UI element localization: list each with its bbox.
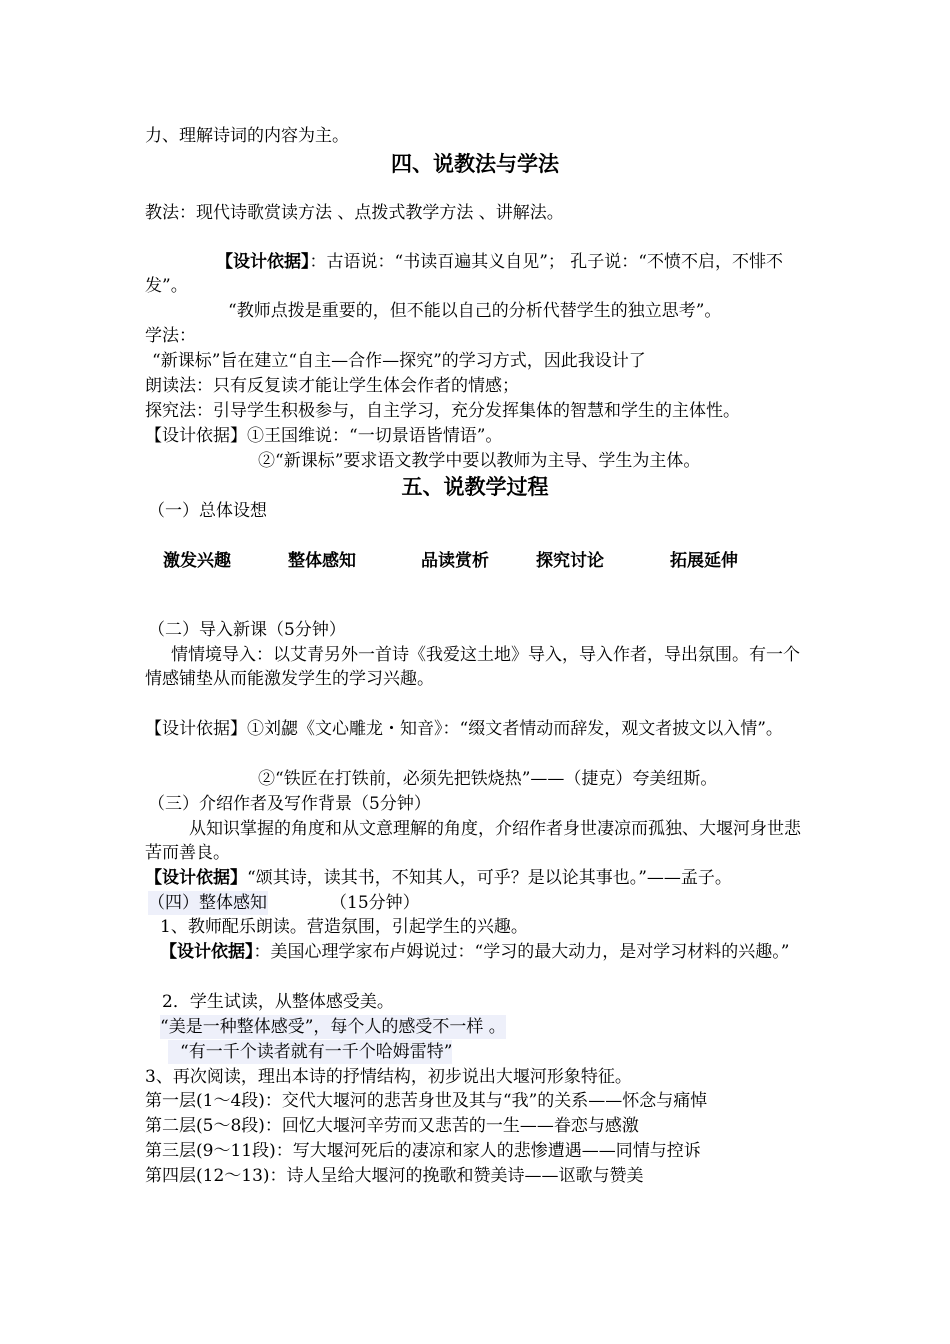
teacher-quote: “教师点拨是重要的，但不能以自己的分析代替学生的独立思考”。 [228, 301, 722, 321]
flow-step-1: 激发兴趣 [163, 551, 231, 571]
step-3-line: 3、再次阅读，理出本诗的抒情结构，初步说出大堰河形象特征。 [145, 1067, 632, 1087]
author-background-text: 从知识掌握的角度和从文意理解的角度，介绍作者身世凄凉而孤独、大堰河身世悲苦而善良。 [145, 819, 801, 863]
overall-plan-label: （一）总体设想 [148, 501, 267, 521]
learning-method-label: 学法： [145, 326, 196, 346]
design-basis-3: 【设计依据】①刘勰《文心雕龙・知音》：“缀文者情动而辞发，观文者披文以入情”。 [145, 719, 783, 739]
intro-text: 情情境导入：以艾青另外一首诗《我爱这土地》导入，导入作者，导出氛围。有一个情感铺垫从而能激发学生的学习兴趣。 [145, 645, 800, 689]
design-basis-3b: ②“铁匠在打铁前，必须先把铁烧热”——（捷克）夸美纽斯。 [258, 769, 718, 789]
intro-label: （二）导入新课（5分钟） [148, 620, 346, 640]
layer-2-line: 第二层(5～8段)：回忆大堰河辛劳而又悲苦的一生——眷恋与感激 [145, 1116, 639, 1136]
design-basis-tag: 【设计依据】 [216, 252, 310, 272]
paragraph-continuation: 力、理解诗词的内容为主。 [145, 126, 349, 146]
design-basis-2: 【设计依据】①王国维说：“一切景语皆情语”。 [145, 426, 503, 446]
inquiry-method-line: 探究法：引导学生积极参与，自主学习，充分发挥集体的智慧和学生的主体性。 [145, 401, 740, 421]
design-basis-5 [160, 940, 810, 964]
step-1-line: 1、教师配乐朗读。营造氛围，引起学生的兴趣。 [160, 917, 528, 937]
design-basis-tag: 【设计依据】 [160, 942, 254, 962]
design-basis-text: ：美国心理学家布卢姆说过：“学习的最大动力，是对学习材料的兴趣。” [253, 942, 790, 962]
hamlet-quote: “有一千个读者就有一千个哈姆雷特” [168, 1040, 452, 1064]
design-basis-4 [145, 866, 732, 890]
section-heading-4: 四、说教法与学法 [391, 152, 559, 176]
flow-step-5: 拓展延伸 [670, 551, 738, 571]
author-background-label: （三）介绍作者及写作背景（5分钟） [148, 794, 431, 814]
reading-method-line: 朗读法：只有反复读才能让学生体会作者的情感； [145, 376, 519, 396]
teaching-method-line: 教法：现代诗歌赏读方法 、点拨式教学方法 、讲解法。 [145, 203, 564, 223]
design-basis-tag: 【设计依据】 [145, 868, 247, 888]
overall-perception-label: （四）整体感知 [148, 893, 267, 913]
step-2-line: 2．学生试读，从整体感受美。 [162, 992, 394, 1012]
flow-step-4: 探究讨论 [536, 551, 604, 571]
beauty-quote: “美是一种整体感受”，每个人的感受不一样 。 [160, 1017, 506, 1037]
design-basis-1 [145, 250, 810, 298]
layer-1-line: 第一层(1～4段)：交代大堰河的悲苦身世及其与“我”的关系——怀念与痛悼 [145, 1091, 708, 1111]
design-basis-text: “颂其诗，读其书，不知其人，可乎？是以论其事也。”——孟子。 [247, 868, 732, 888]
overall-perception-time: （15分钟） [330, 893, 420, 913]
flow-step-3: 品读赏析 [421, 551, 489, 571]
layer-3-line: 第三层(9～11段)：写大堰河死后的凄凉和家人的悲惨遭遇——同情与控诉 [145, 1141, 701, 1161]
design-basis-2b: ②“新课标”要求语文教学中要以教师为主导、学生为主体。 [258, 451, 701, 471]
layer-4-line: 第四层(12～13)：诗人呈给大堰河的挽歌和赞美诗——讴歌与赞美 [145, 1166, 644, 1186]
new-curriculum-line: “新课标”旨在建立“自主—合作—探究”的学习方式，因此我设计了 [152, 351, 646, 371]
section-heading-5: 五、说教学过程 [401, 475, 549, 499]
design-basis-text: ：古语说：“书读百遍其义自见”； 孔子说：“不愤不启，不悱不发”。 [145, 252, 783, 296]
flow-step-2: 整体感知 [288, 551, 356, 571]
